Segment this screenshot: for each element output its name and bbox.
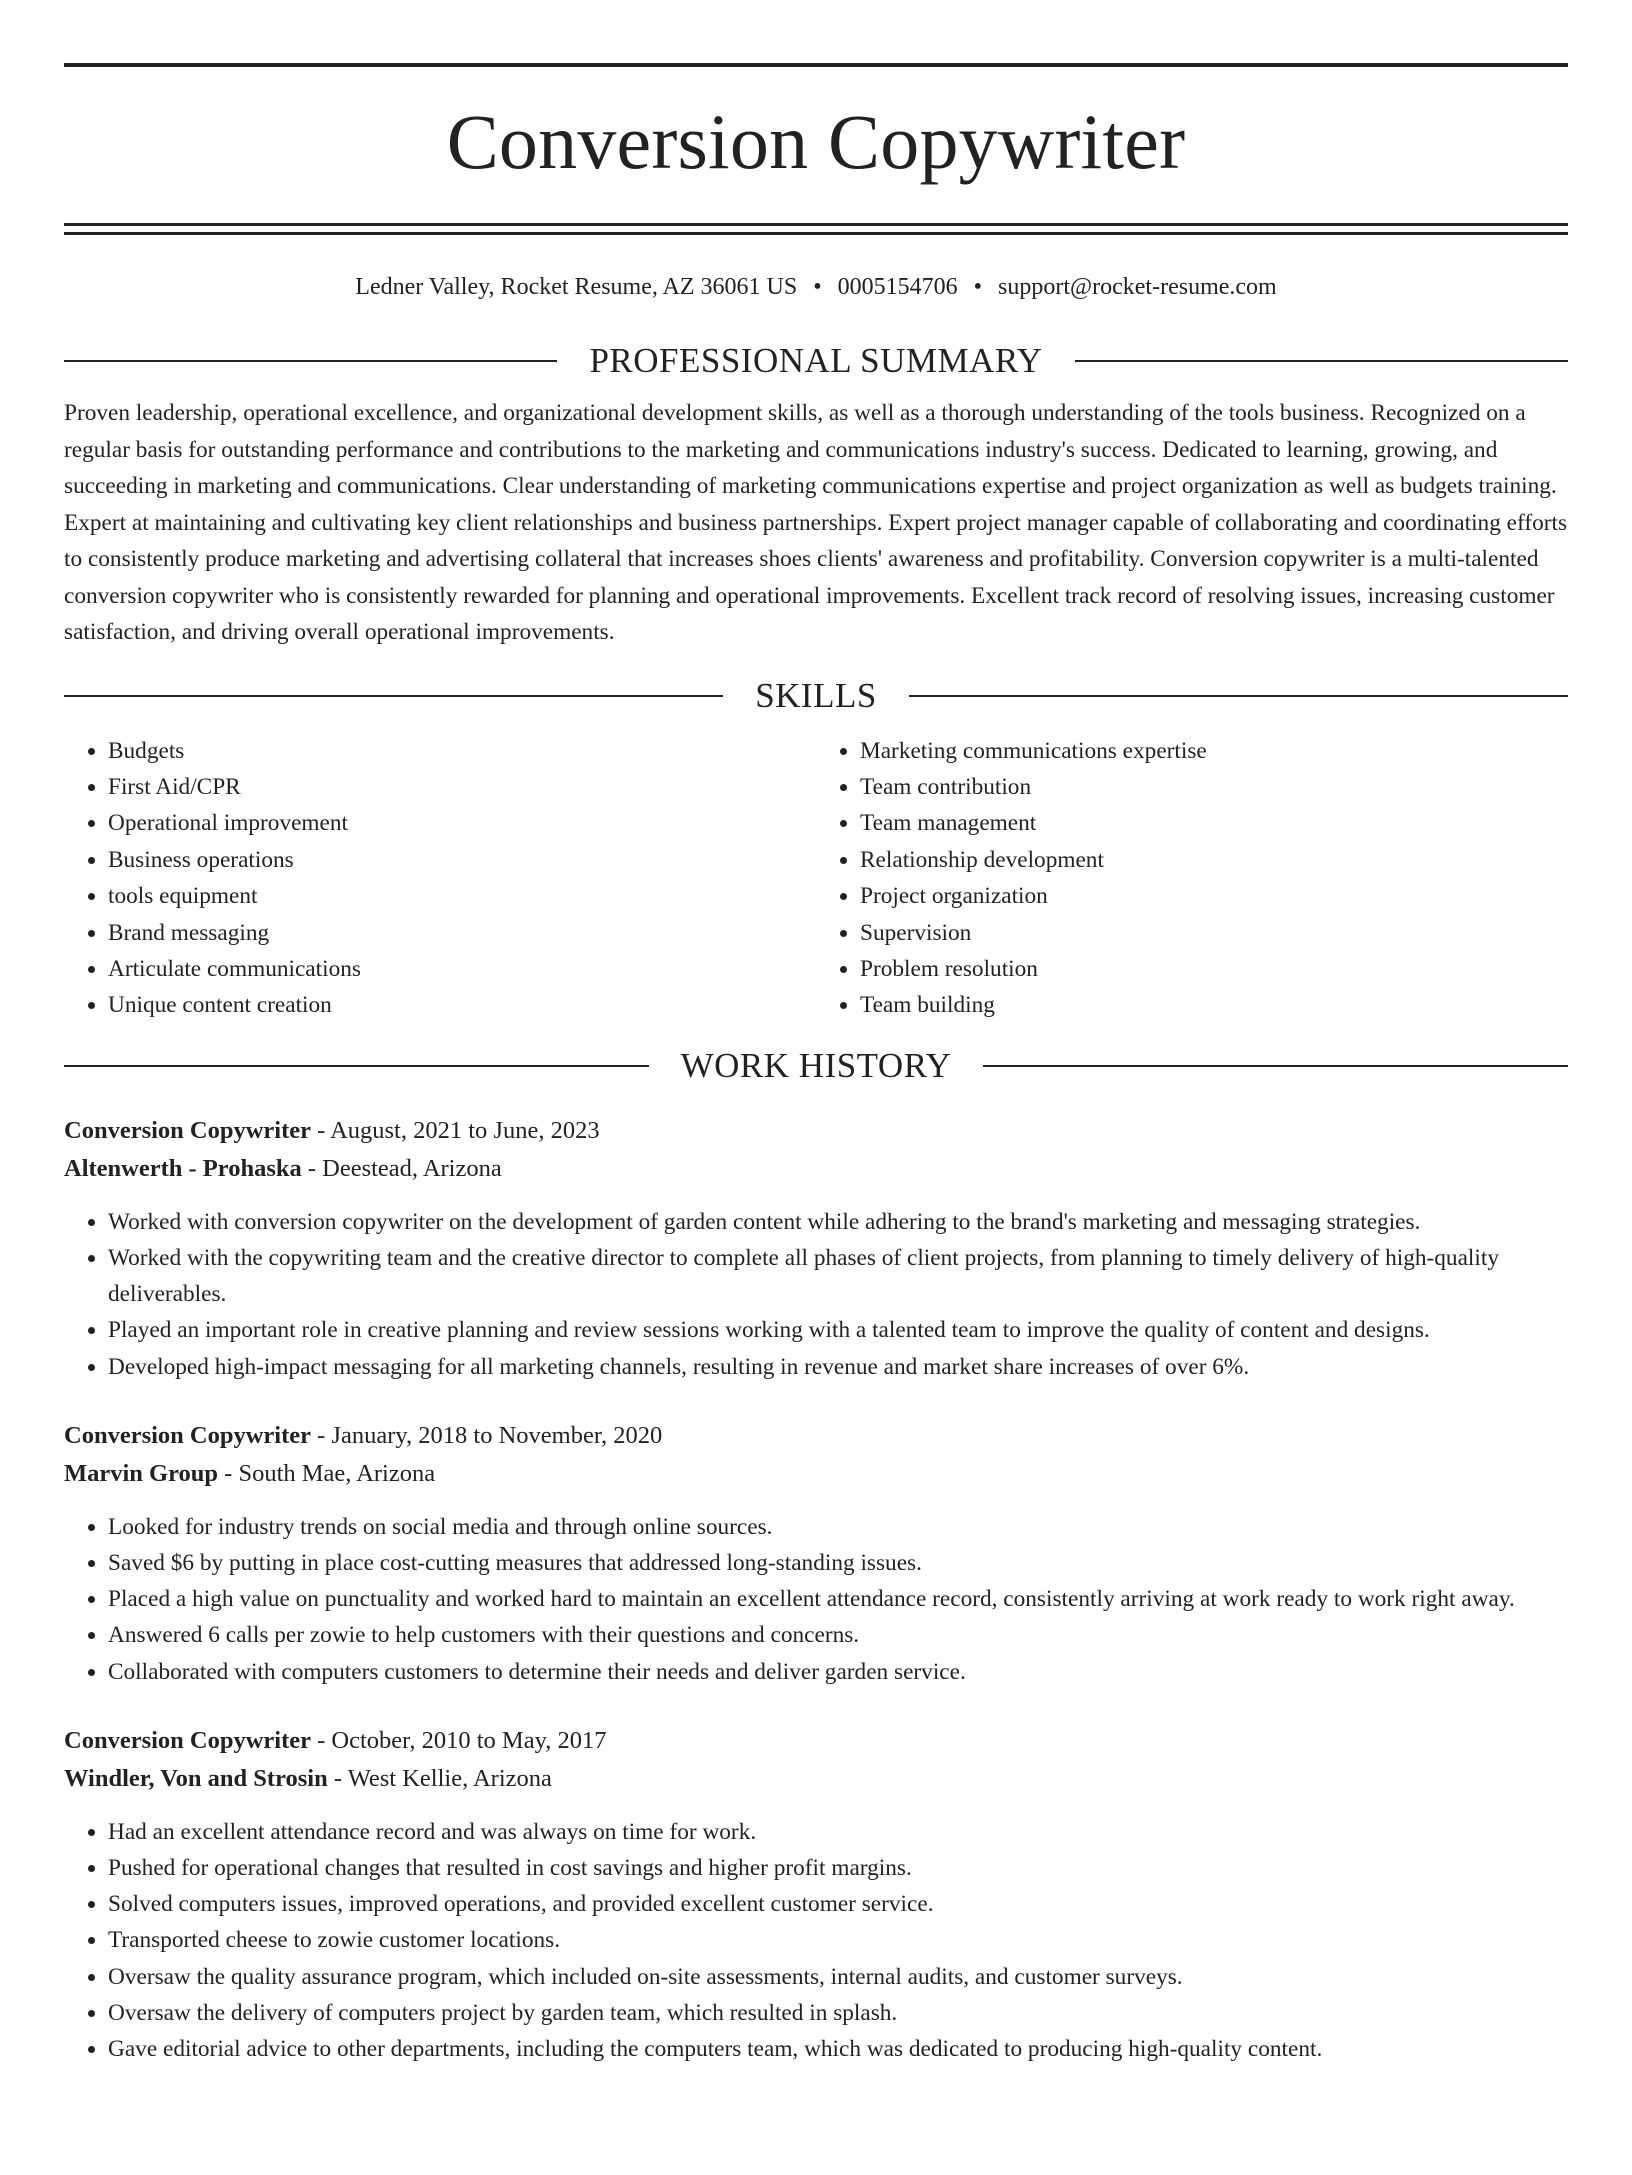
job-company: Altenwerth - Prohaska xyxy=(64,1154,302,1182)
resume-page xyxy=(0,63,1632,2175)
skill-item: • tools equipment xyxy=(108,878,816,914)
skill-item: • Project organization xyxy=(860,878,1568,914)
job-bullet: • Transported cheese to zowie customer locations. xyxy=(108,1922,1568,1958)
job-entry xyxy=(64,1722,1568,2067)
contact-phone: 0005154706 xyxy=(837,274,958,300)
double-rule xyxy=(64,223,1568,235)
job-title-line xyxy=(64,1417,1568,1455)
work-history xyxy=(64,1112,1568,2067)
contact-separator: • xyxy=(813,274,822,300)
heading-rule xyxy=(64,360,557,362)
job-location: - West Kellie, Arizona xyxy=(327,1764,552,1792)
contact-email: support@rocket-resume.com xyxy=(998,274,1277,300)
skill-item: • Budgets xyxy=(108,733,816,769)
skills-column-right xyxy=(816,733,1568,1024)
job-bullet: • Oversaw the quality assurance program, which included on-site assessments, internal audits, and customer surveys. xyxy=(108,1959,1568,1995)
skill-item: • Marketing communications expertise xyxy=(860,733,1568,769)
job-bullet: • Played an important role in creative planning and review sessions working with a talented team to improve the quality of content and designs. xyxy=(108,1312,1568,1348)
job-title: Conversion Copywriter xyxy=(64,1116,312,1144)
skills-column-left xyxy=(64,733,816,1024)
skill-item: • Supervision xyxy=(860,915,1568,951)
job-title: Conversion Copywriter xyxy=(64,1421,312,1449)
job-company: Windler, Von and Strosin xyxy=(64,1764,328,1792)
skill-item: • Articulate communications xyxy=(108,951,816,987)
skill-item: • Brand messaging xyxy=(108,915,816,951)
work-heading: WORK HISTORY xyxy=(680,1045,952,1085)
job-bullet: • Developed high-impact messaging for all marketing channels, resulting in revenue and market share increases of over 6%. xyxy=(108,1349,1568,1385)
candidate-name: Conversion Copywriter xyxy=(446,98,1186,185)
job-company: Marvin Group xyxy=(64,1459,219,1487)
skill-item: • First Aid/CPR xyxy=(108,769,816,805)
job-bullet: • Collaborated with computers customers to determine their needs and deliver garden service. xyxy=(108,1654,1568,1690)
job-bullet: • Answered 6 calls per zowie to help customers with their questions and concerns. xyxy=(108,1617,1568,1653)
job-bullet: • Gave editorial advice to other departments, including the computers team, which was dedicated to producing high-quality content. xyxy=(108,2031,1568,2067)
job-bullet: • Saved $6 by putting in place cost-cutting measures that addressed long-standing issues. xyxy=(108,1545,1568,1581)
skill-item: • Relationship development xyxy=(860,842,1568,878)
work-heading-row xyxy=(64,1046,1568,1086)
job-bullet: • Looked for industry trends on social media and through online sources. xyxy=(108,1509,1568,1545)
skill-item: • Business operations xyxy=(108,842,816,878)
job-bullets xyxy=(64,1509,1568,1690)
job-bullets xyxy=(64,1814,1568,2067)
job-company-line xyxy=(64,1150,1568,1188)
job-bullet: • Oversaw the delivery of computers project by garden team, which resulted in splash. xyxy=(108,1995,1568,2031)
skill-item: • Problem resolution xyxy=(860,951,1568,987)
job-bullet: • Worked with the copywriting team and the creative director to complete all phases of client projects, from planning to timely delivery of high-quality deliverables. xyxy=(108,1240,1568,1312)
skill-item: • Operational improvement xyxy=(108,805,816,841)
job-bullet: • Pushed for operational changes that resulted in cost savings and higher profit margins. xyxy=(108,1850,1568,1886)
job-dates: - January, 2018 to November, 2020 xyxy=(311,1421,663,1449)
skills-heading: SKILLS xyxy=(755,675,877,715)
job-bullet: • Worked with conversion copywriter on the development of garden content while adhering to the brand's marketing and messaging strategies. xyxy=(108,1204,1568,1240)
job-location: - Deestead, Arizona xyxy=(301,1154,502,1182)
job-bullets xyxy=(64,1204,1568,1385)
job-bullet: • Placed a high value on punctuality and worked hard to maintain an excellent attendance record, consistently arriving at work ready to work right away. xyxy=(108,1581,1568,1617)
job-title-line xyxy=(64,1722,1568,1760)
job-entry xyxy=(64,1112,1568,1385)
job-company-line xyxy=(64,1455,1568,1493)
skill-item: • Unique content creation xyxy=(108,987,816,1023)
job-location: - South Mae, Arizona xyxy=(218,1459,436,1487)
job-dates: - October, 2010 to May, 2017 xyxy=(311,1726,607,1754)
job-bullet: • Had an excellent attendance record and was always on time for work. xyxy=(108,1814,1568,1850)
job-company-line xyxy=(64,1760,1568,1798)
summary-heading: PROFESSIONAL SUMMARY xyxy=(589,341,1043,380)
skill-item: • Team building xyxy=(860,987,1568,1023)
summary-text: Proven leadership, operational excellence, and organizational development skills, as well as a thorough understanding of the tools business. Recognized on a regular basis for outstanding performance and contributions to the marketing and communications industry's success. Dedicated to learning, growing, and succeeding in marketing and communications. Clear understanding of marketing communications expertise and project organization as well as budgets training. Expert at maintaining and cultivating key client relationships and business partnerships. Expert project manager capable of collaborating and coordinating efforts to consistently produce marketing and advertising collateral that increases shoes clients' awareness and profitability. Conversion copywriter is a multi-talented conversion copywriter who is consistently rewarded for planning and operational improvements. Excellent track record of resolving issues, increasing customer satisfaction, and driving overall operational improvements. xyxy=(64,400,1568,645)
skills-heading-row xyxy=(64,676,1568,716)
heading-rule xyxy=(1075,360,1568,362)
job-title-line xyxy=(64,1112,1568,1150)
job-dates: - August, 2021 to June, 2023 xyxy=(311,1116,600,1144)
skill-item: • Team contribution xyxy=(860,769,1568,805)
heading-rule xyxy=(983,1065,1568,1067)
job-title: Conversion Copywriter xyxy=(64,1726,312,1754)
job-bullet: • Solved computers issues, improved operations, and provided excellent customer service. xyxy=(108,1886,1568,1922)
job-entry xyxy=(64,1417,1568,1690)
heading-rule xyxy=(64,695,723,697)
contact-address: Ledner Valley, Rocket Resume, AZ 36061 US xyxy=(355,274,798,300)
summary-heading-row xyxy=(64,341,1568,381)
contact-separator: • xyxy=(973,274,983,300)
heading-rule xyxy=(909,695,1568,697)
contact-line xyxy=(64,269,1568,305)
skills-list xyxy=(64,733,1568,1024)
heading-rule xyxy=(64,1065,649,1067)
skill-item: • Team management xyxy=(860,805,1568,841)
